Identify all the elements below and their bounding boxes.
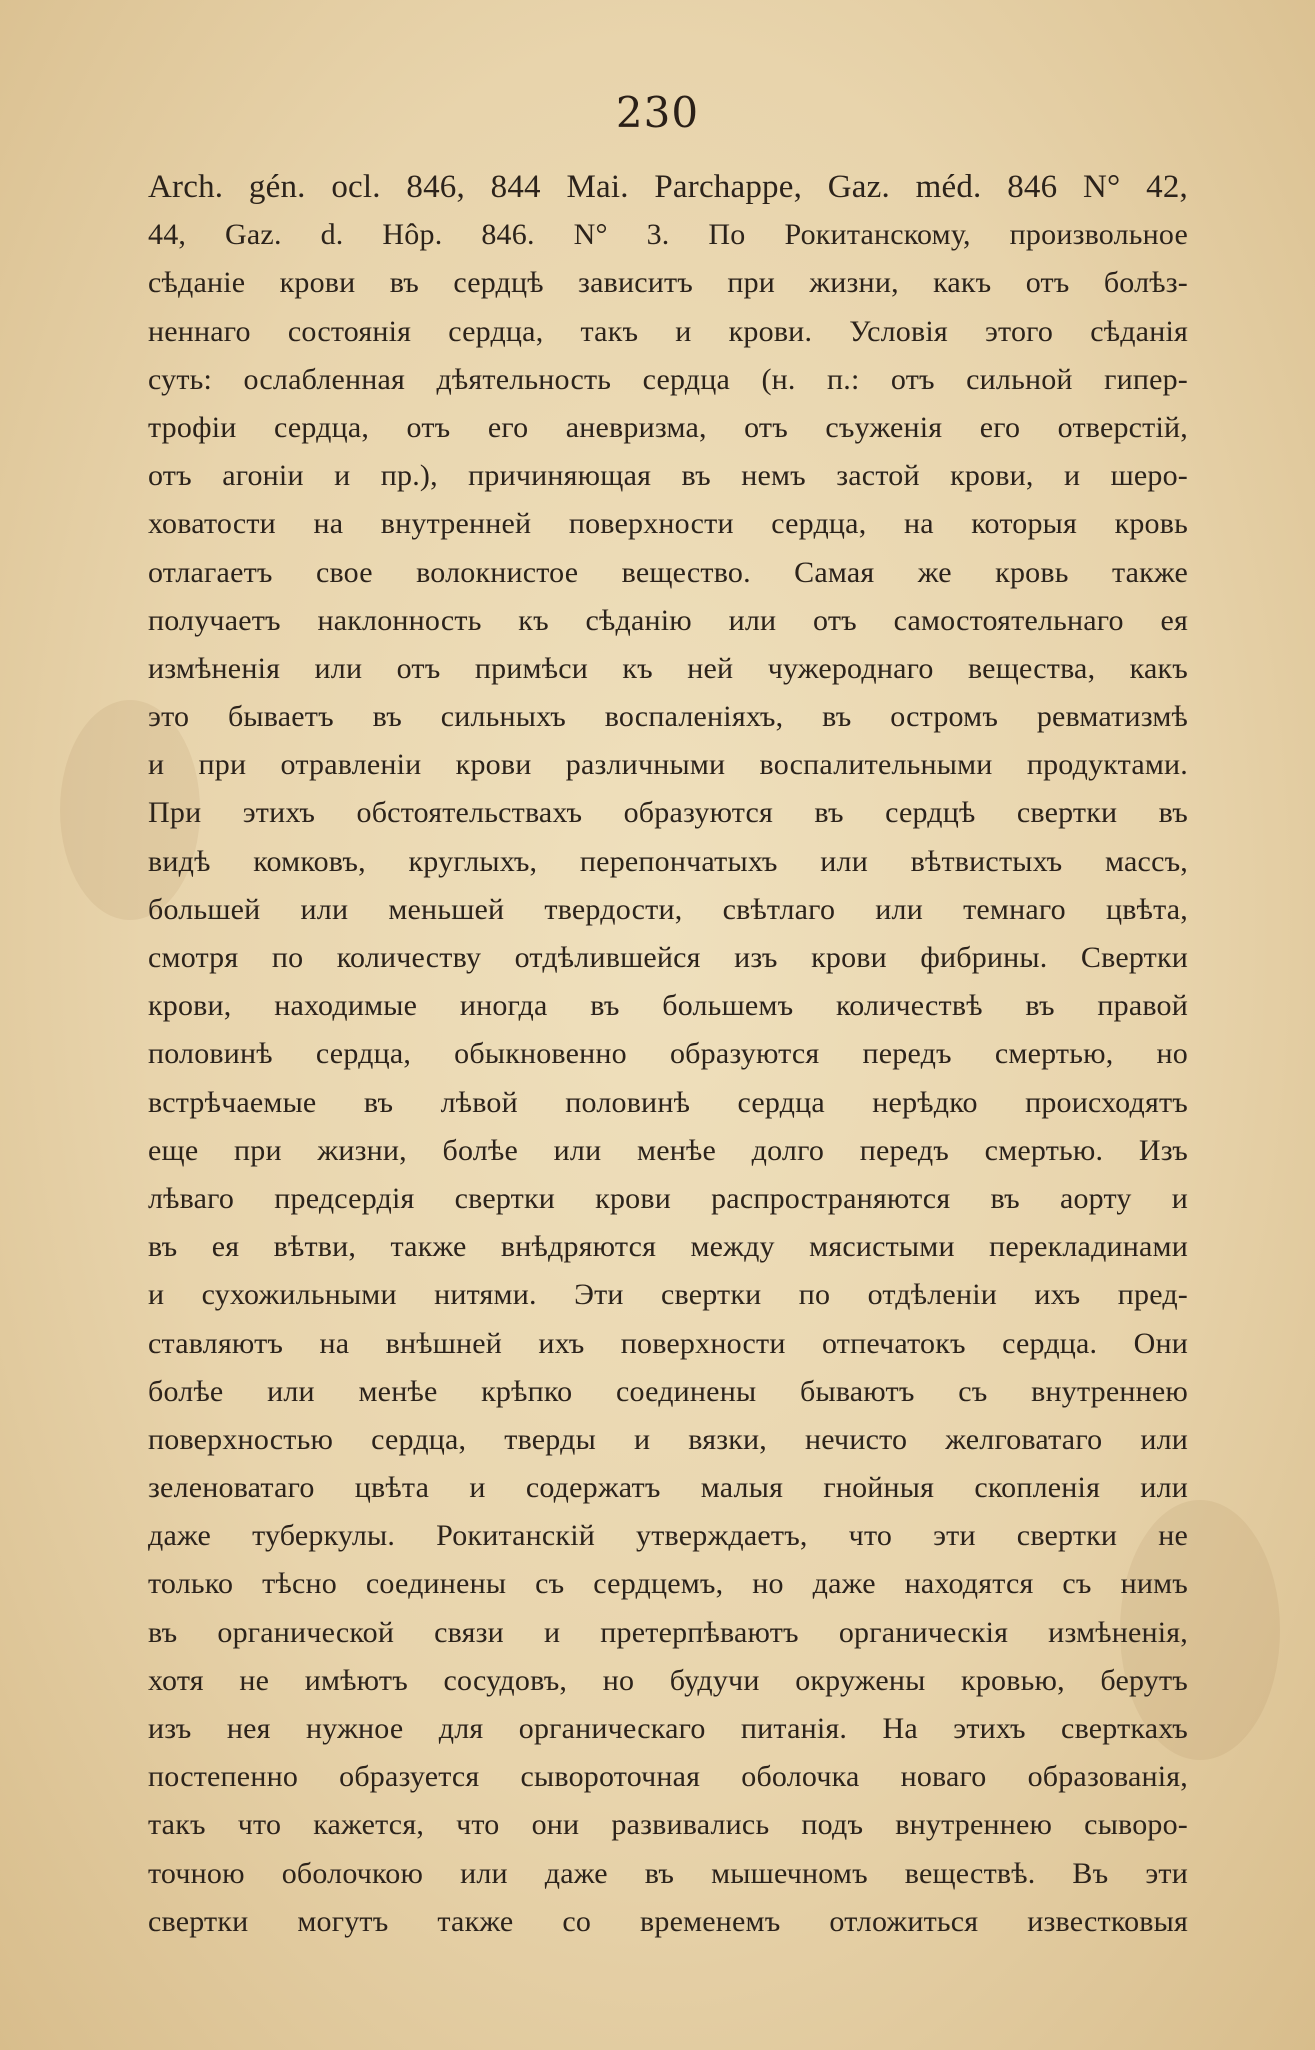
text-line: крови, находимые иногда въ большемъ количествѣ въ правой	[148, 989, 1188, 1023]
text-line: измѣненія или отъ примѣси къ ней чужероднаго вещества, какъ	[148, 651, 1188, 685]
text-line: половинѣ сердца, обыкновенно образуются передъ смертью, но	[148, 1037, 1188, 1071]
text-line: точною оболочкою или даже въ мышечномъ веществѣ. Въ эти	[148, 1856, 1188, 1890]
text-line: хотя не имѣютъ сосудовъ, но будучи окружены кровью, берутъ	[148, 1663, 1188, 1697]
text-line: болѣе или менѣе крѣпко соединены бываютъ съ внутреннею	[148, 1374, 1188, 1408]
text-line: еще при жизни, болѣе или менѣе долго передъ смертью. Изъ	[148, 1133, 1188, 1167]
text-line: только тѣсно соединены съ сердцемъ, но даже находятся съ нимъ	[148, 1567, 1188, 1601]
text-line: 44, Gaz. d. Hôp. 846. N° 3. По Рокитанскому, произвольное	[148, 218, 1188, 252]
text-line: встрѣчаемые въ лѣвой половинѣ сердца нерѣдко происходятъ	[148, 1085, 1188, 1119]
text-line: сѣданіе крови въ сердцѣ зависитъ при жизни, какъ отъ болѣз-	[148, 266, 1188, 300]
text-line: постепенно образуется сывороточная оболочка новаго образованія,	[148, 1760, 1188, 1794]
body-text	[148, 163, 1188, 1946]
text-line: При этихъ обстоятельствахъ образуются въ сердцѣ свертки въ	[148, 796, 1188, 830]
text-line: Arch. gén. ocl. 846, 844 Mai. Parchappe, Gaz. méd. 846 N° 42,	[148, 169, 1188, 205]
text-line: зеленоватаго цвѣта и содержатъ малыя гнойныя скопленія или	[148, 1471, 1188, 1505]
text-line: получаетъ наклонность къ сѣданію или отъ самостоятельнаго ея	[148, 603, 1188, 637]
text-line: даже туберкулы. Рокитанскій утверждаетъ, что эти свертки не	[148, 1519, 1188, 1553]
text-line: и сухожильными нитями. Эти свертки по отдѣленіи ихъ пред-	[148, 1278, 1188, 1312]
text-line: такъ что кажется, что они развивались подъ внутреннею сыворо-	[148, 1808, 1188, 1842]
text-line: ховатости на внутренней поверхности сердца, на которыя кровь	[148, 507, 1188, 541]
text-line: и при отравленіи крови различными воспалительными продуктами.	[148, 748, 1188, 782]
text-line: поверхностью сердца, тверды и вязки, нечисто желговатаго или	[148, 1422, 1188, 1456]
text-line: видѣ комковъ, круглыхъ, перепончатыхъ или вѣтвистыхъ массъ,	[148, 844, 1188, 878]
text-line: отъ агоніи и пр.), причиняющая въ немъ застой крови, и шеро-	[148, 459, 1188, 493]
text-line: въ органической связи и претерпѣваютъ органическія измѣненія,	[148, 1615, 1188, 1649]
text-line: лѣваго предсердія свертки крови распространяются въ аорту и	[148, 1181, 1188, 1215]
text-line: большей или меньшей твердости, свѣтлаго или темнаго цвѣта,	[148, 892, 1188, 926]
text-line: изъ нея нужное для органическаго питанія. На этихъ сверткахъ	[148, 1712, 1188, 1745]
text-line: въ ея вѣтви, также внѣдряются между мясистыми перекладинами	[148, 1230, 1188, 1264]
text-line: отлагаетъ свое волокнистое вещество. Самая же кровь также	[148, 555, 1188, 589]
text-line: трофіи сердца, отъ его аневризма, отъ съуженія его отверстій,	[148, 410, 1188, 444]
text-line: ставляютъ на внѣшней ихъ поверхности отпечатокъ сердца. Они	[148, 1326, 1188, 1360]
text-line: смотря по количеству отдѣлившейся изъ крови фибрины. Свертки	[148, 941, 1188, 974]
text-line: неннаго состоянія сердца, такъ и крови. Условія этого сѣданія	[148, 314, 1188, 348]
text-line: это бываетъ въ сильныхъ воспаленіяхъ, въ остромъ ревматизмѣ	[148, 700, 1188, 734]
text-line: свертки могутъ также со временемъ отложиться известковыя	[148, 1904, 1188, 1938]
text-line: суть: ослабленная дѣятельность сердца (н. п.: отъ сильной гипер-	[148, 362, 1188, 396]
page-number: 230	[615, 88, 700, 137]
